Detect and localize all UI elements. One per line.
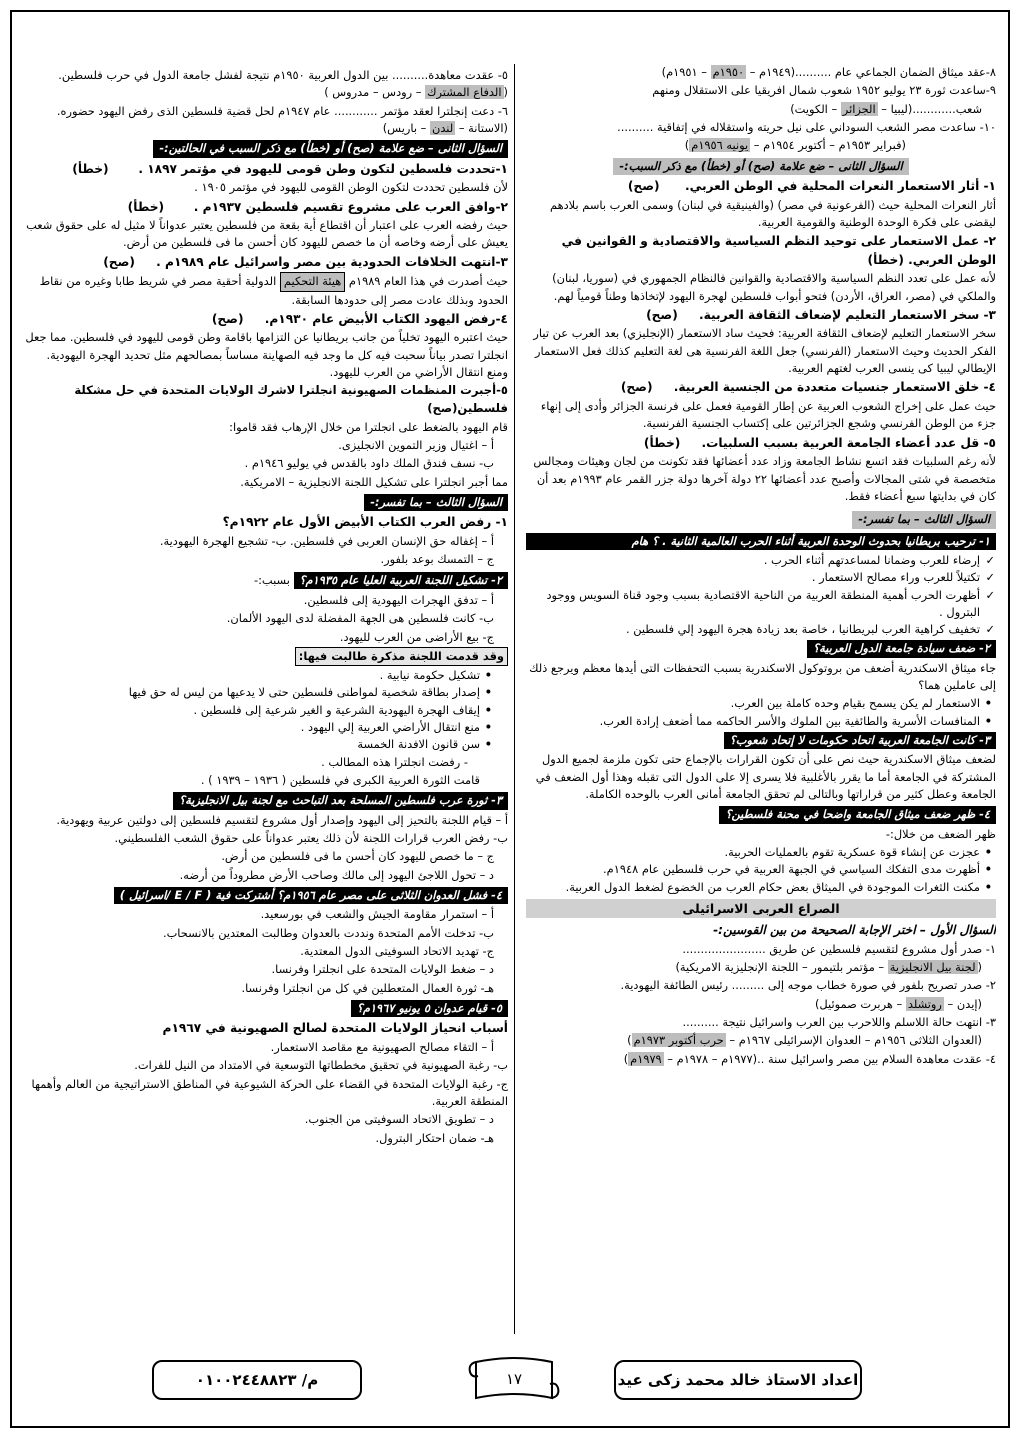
phone-box bbox=[152, 1360, 362, 1400]
explain-1-title: ١- ترحيب بريطانيا بحدوث الوحدة العربية أثناء الحرب العالمية الثانية . ؟ هام bbox=[526, 533, 996, 550]
list-item: • إيقاف الهجرة اليهودية الشرعية و الغير شرعية إلى فلسطين . bbox=[24, 702, 480, 719]
section-title: الصراع العربى الاسرائيلى bbox=[526, 899, 996, 918]
page-number: ١٧ bbox=[505, 1370, 523, 1388]
explain-3-d: د – تحول اللاجئ اليهود إلى مالك وصاحب الأرض مطروداً من أرضه. bbox=[179, 867, 494, 882]
section-header-q3: السؤال الثالث – بما تفسر:- bbox=[364, 494, 508, 511]
explain-1-a: أ – إغفاله حق الإنسان العربى في فلسطين. ب- تشجيع الهجرة اليهودية. bbox=[159, 533, 494, 548]
column-divider bbox=[514, 64, 515, 1334]
explain-4-h: هـ- ثورة العمال المتعطلين في كل من انجلترا وفرنسا. bbox=[241, 980, 494, 995]
choice-1: ١- صدر أول مشروع لتقسيم فلسطين عن طريق ....................... bbox=[682, 941, 996, 956]
explain-3-a: أ – قيام اللجنة بالتحيز إلى اليهود وإصدار أول مشروع لتقسيم فلسطين إلى دولتين عربية ويهودية. bbox=[56, 812, 508, 827]
tf-5-a: أ – اغتيال وزير التموين الانجليزى. bbox=[338, 438, 494, 452]
section-header-q3: السؤال الثالث – بما تفسر:- bbox=[852, 511, 996, 528]
worksheet-page bbox=[10, 10, 1010, 1428]
explain-5-d: د – تطويق الاتحاد السوفيتى من الجنوب. bbox=[304, 1112, 494, 1127]
tf-2-title: ٢- عمل الاستعمار على توحيد النظم السياسية والاقتصادية و القوانين في الوطن العربي. (خطأ) bbox=[561, 234, 996, 267]
author-name: اعداد الاستاذ خالد محمد زكى عيد bbox=[617, 1371, 859, 1389]
tf-5-title: ٥- قل عدد أعضاء الجامعة العربية بسبب السلبيات. (خطأ) bbox=[643, 435, 996, 450]
explain-3-b: ب- رفض العرب قرارات اللجنة لأن ذلك يعتبر عدواناً على حقوق الشعب الفلسطيني. bbox=[114, 831, 508, 846]
explain-4-d: د – ضغط الولايات المتحدة على انجلترا وفرنسا. bbox=[271, 962, 494, 977]
explain-1-c: ج – التمسك بوعد بلفور. bbox=[380, 552, 494, 567]
tf-5-intro: قام اليهود بالضغط على انجلترا من خلال الإرهاب فقد قاموا: bbox=[229, 419, 508, 434]
explain-2-c: ج- بيع الأراضى من العرب لليهود. bbox=[339, 629, 494, 644]
mcq-9-options: شعب............(ليبيا – الجزائر – الكويت) bbox=[790, 101, 982, 116]
footer bbox=[12, 1352, 1008, 1414]
explain-2-header: ٢- تشكيل اللجنة العربية العليا عام ١٩٣٥م؟ بسبب:- bbox=[24, 570, 508, 591]
right-column bbox=[526, 64, 996, 1334]
explain-5-subtitle: أسباب انحياز الولايات المتحدة لصالح الصهيونية في ١٩٦٧م bbox=[162, 1021, 508, 1036]
explain-5-b: ب- رغبة الصهيونية في تحقيق مخططاتها التوسعية في الامتداد من النيل للفرات. bbox=[134, 1058, 508, 1073]
explain-2-revolt: قامت الثورة العربية الكبرى في فلسطين ( ١٩٣٦ – ١٩٣٩ ) . bbox=[200, 773, 480, 788]
explain-5-h: هـ- ضمان احتكار البترول. bbox=[375, 1130, 494, 1145]
tf-3-body: حيث أصدرت في هذا العام ١٩٨٩م هيئة التحكيم الدولية أحقية مصر في شريط طابا وغيره من نقاط الحدود وبذلك عادت مصر إلى حدودها السابقة. bbox=[39, 274, 508, 307]
mcq-10: ١٠- ساعدت مصر الشعب السوداني على نيل حريته واستقلاله في إتفاقية .......... bbox=[617, 119, 996, 134]
explain-5-a: أ – التقاء مصالح الصهيونية مع مقاصد الاستعمار. bbox=[270, 1039, 494, 1054]
explain-4-title: ٤- فشل العدوان الثلاثى على مصر عام ١٩٥٦م؟ أشتركت فية ( E / F /اسرائيل ) bbox=[114, 887, 508, 904]
explain-2-list bbox=[526, 695, 996, 730]
mcq-6: ٦- دعت إنجلترا لعقد مؤتمر ............ عام ١٩٤٧م لحل قضية فلسطين الذى رفض اليهود حضوره. (الاستانة – لندن – باريس) bbox=[56, 103, 508, 135]
tf-1-body: لأن فلسطين تحددت لتكون الوطن القومى لليهود في مؤتمر ١٩٠٥ . bbox=[194, 180, 508, 195]
mcq-5: ٥- عقدت معاهدة.......... بين الدول العربية ١٩٥٠م نتيجة لفشل جامعة الدول في حرب فلسطين.(الدفاع المشترك – رودس – مدروس ) bbox=[58, 68, 508, 100]
tf-2-body: لأنه عمل على تعدد النظم السياسية والاقتصادية والقوانين فالنظام الجمهوري في (سوريا، لبنان) والملكي في (مصر، العراق، الأردن) فتحو أبواب فلسطين لهجرة اليهود لإتخاذها وطناً قومياً لهم. bbox=[552, 271, 996, 303]
explain-4-title: ٤- ظهر ضعف ميثاق الجامعة واضحا في محنة فلسطين؟ bbox=[719, 806, 996, 823]
tf-4-title: ٤-رفض اليهود الكتاب الأبيض عام ١٩٣٠م. (صح) bbox=[211, 311, 508, 326]
explain-3-title: ٣- كانت الجامعة العربية اتحاد حكومات لا إتحاد شعوب؟ bbox=[724, 732, 996, 749]
list-item: ✓ تخفيف كراهية العرب لبريطانيا ، خاصة بعد زيادة هجرة اليهود إلي فلسطين . bbox=[526, 621, 980, 638]
section-header-q1: السؤال الأول – اختر الإجابة الصحيحة من بين القوسين:- bbox=[713, 923, 996, 938]
choice-1-options: (لجنة بيل الانجليزية – مؤتمر بلتيمور – اللجنة الإنجليزية الامريكية) bbox=[675, 959, 982, 974]
choice-3: ٣- انتهت حالة اللاسلم واللاحرب بين العرب واسرائيل نتيجة .......... bbox=[682, 1014, 996, 1029]
tf-4-body: حيث عمل على إخراج الشعوب العربية عن إطار القومية فعمل على فرنسة الجزائر وأدى إلى إنهاء جزء من الوطن الفرنسي وشجع الجزائرتين على إكتساب الجنسية الفرنسية. bbox=[540, 399, 996, 431]
tf-1-title: ١- أثار الاستعمار النعرات المحلية في الوطن العربي. (صح) bbox=[627, 178, 996, 193]
explain-2-a: أ – تدفق الهجرات اليهودية إلى فلسطين. bbox=[303, 592, 494, 607]
explain-4-a: أ – استمرار مقاومة الجيش والشعب في بورسعيد. bbox=[260, 907, 494, 922]
list-item: • عجزت عن إنشاء قوة عسكرية تقوم بالعمليات الحربية. bbox=[526, 844, 980, 861]
mcq-10-options: (فبراير ١٩٥٣م – أكتوبر ١٩٥٤م – يونيه ١٩٥٦م) bbox=[684, 138, 906, 153]
list-item: • سن قانون الافدنة الخمسة bbox=[24, 736, 480, 753]
choice-4: ٤- عقدت معاهدة السلام بين مصر واسرائيل سنة ..(١٩٧٧م – ١٩٧٨م – ١٩٧٩م) bbox=[623, 1051, 996, 1066]
tf-3-body: سخر الاستعمار التعليم لإضعاف الثقافة العربية: فحيث ساد الاستعمار (الإنجليزي) بعد العرب عن تيار الفكر الحديث وحيث الاستعمار (الفرنسي) جعل اللغة الفرنسية هى لغة التعليم كذلك فعل الاستعمار الإيطالي ليبيا كى ينسى العرب لغتهم العربية. bbox=[533, 326, 996, 376]
choice-3-options: (العدوان الثلاثى ١٩٥٦م – العدوان الإسرائيلى ١٩٦٧م – حرب أكتوبر ١٩٧٣م) bbox=[627, 1033, 982, 1048]
list-item: • أظهرت مدى التفكك السياسي في الجبهة العربية في حرب فلسطين عام ١٩٤٨م. bbox=[526, 861, 980, 878]
list-item: • مكنت الثغرات الموجودة في الميثاق بعض حكام العرب من الخضوع لضغط الدول العربية. bbox=[526, 879, 980, 896]
explain-4-b: ب- تدخلت الأمم المتحدة ونددت بالعدوان وطالبت المعتدين بالانسحاب. bbox=[162, 925, 494, 940]
explain-1-title: ١- رفض العرب الكتاب الأبيض الأول عام ١٩٢٢م؟ bbox=[222, 515, 508, 530]
list-item: • الاستعمار لم يكن يسمح بقيام وحده كاملة بين العرب. bbox=[526, 695, 980, 712]
explain-4-list bbox=[526, 844, 996, 896]
list-item: • إصدار بطاقة شخصية لمواطنى فلسطين حتى لا يدعيها من ليس له حق فيها bbox=[24, 684, 480, 701]
explain-5-title: ٥- قيام عدوان ٥ يونيو ١٩٦٧م؟ bbox=[351, 1000, 508, 1017]
explain-1-list bbox=[526, 552, 996, 639]
list-item: • منع انتقال الأراضي العربية إلي اليهود . bbox=[24, 719, 480, 736]
section-header-q2: السؤال الثانى – ضع علامة (صح) أو (خطأ) مع ذكر السبب:- bbox=[613, 158, 908, 175]
explain-2-body: جاء ميثاق الاسكندرية أضعف من بروتوكول الاسكندرية بسبب التحفظات التى أيدها معظم ويرجع ذلك إلى عاملين هما؟ bbox=[529, 660, 996, 693]
tf-5-body: لأنه رغم السلبيات فقد اتسع نشاط الجامعة وزاد عدد أعضائها فقد تكونت من لجان وهيئات ومجالس متخصصة في شتى المجالات وأصبح عدد أعضائها ٢٢ دولة آخرها دولة جزر القمر عام ١٩٩٣م بعد أن كان في بدايتها سبع أعضاء فقط. bbox=[533, 454, 996, 503]
tf-2-title: ٢-وافق العرب على مشروع تقسيم فلسطين ١٩٣٧م . (خطأ) bbox=[127, 199, 508, 214]
tf-4-title: ٤- خلق الاستعمار جنسيات متعددة من الجنسية العربية. (صح) bbox=[620, 380, 996, 395]
explain-2-memo: وقد قدمت اللجنة مذكرة طالبت فيها: bbox=[24, 647, 508, 666]
scroll-icon bbox=[464, 1352, 564, 1408]
tf-3-title: ٣-انتهت الخلافات الحدودية بين مصر واسرائيل عام ١٩٨٩م . (صح) bbox=[103, 254, 508, 269]
left-column bbox=[24, 64, 508, 1334]
list-item: ✓ أظهرت الحرب أهمية المنطقة العربية من الناحية الاقتصادية بسبب وجود قناة السويس ووجود البترول . bbox=[526, 587, 980, 622]
tf-3-title: ٣- سخر الاستعمار التعليم لإضعاف الثقافة العربية. (صح) bbox=[646, 307, 996, 322]
list-item: ✓ تكتيلاً للعرب وراء مصالح الاستعمار . bbox=[526, 569, 980, 586]
mcq-8: ٨-عقد ميثاق الضمان الجماعي عام ..........(١٩٤٩م – ١٩٥٠م – ١٩٥١م) bbox=[661, 65, 996, 79]
tf-5-title: ٥-أجبرت المنظمات الصهيونية انجلترا لاشرك الولايات المتحدة في حل مشكلة فلسطين(صح) bbox=[74, 383, 508, 416]
list-item: • تشكيل حكومة نيابية . bbox=[24, 667, 480, 684]
mcq-9: ٩-ساعدت ثورة ٢٣ يوليو ١٩٥٢ شعوب شمال افريقيا على الاستقلال ومنهم bbox=[652, 83, 996, 98]
explain-4-c: ج- تهديد الاتحاد السوفيتى الدول المعتدية. bbox=[300, 944, 494, 959]
explain-4-intro: ظهر الضعف من خلال:- bbox=[885, 826, 996, 841]
explain-2-b: ب- كانت فلسطين هى الجهة المفضلة لدى اليهود الألمان. bbox=[226, 611, 494, 626]
section-header-q2: السؤال الثانى – ضع علامة (صح) أو (خطأ) مع ذكر السبب في الحالتين:- bbox=[153, 140, 508, 157]
explain-3-body: لضعف ميثاق الاسكندرية حيث نص على أن تكون القرارات بالإجماع حتى تكون ملزمة لجميع الدول المشتركة في الجامعة أما ما يقرر بالأغلبية فلا يسرى إلا على الدول التى تقبله وهذا أول الضعف في الجامعة وعطل كثير من قراراتها وبالتالى لم تحقق الجامعة أمانى العرب بالوحده الكاملة. bbox=[535, 752, 996, 802]
explain-5-c: ج- رغبة الولايات المتحدة في القضاء على الحركة الشيوعية في المناطق الاستراتيجية من العالم وأهمها المنطقة العربية. bbox=[31, 1076, 508, 1108]
phone-number: م/ ٠١٠٠٢٤٤٨٨٢٣ bbox=[195, 1371, 319, 1389]
tf-4-body: حيث اعتبره اليهود تخلياً من جانب بريطانيا عن التزامها باقامة وطن قومى لليهود في فلسطين. مما جعل انجلترا تصدر بياناً سحبت فيه كل ما وجد فيه الصهاينة مساساً بمصالحهم مثل تحديد الهجرة اليهودية. ومنع انتقال الأراضي من العرب لليهود. bbox=[25, 330, 508, 380]
tf-1-body: أثار النعرات المحلية حيث (الفرعونية في مصر) (والفينيقية في لبنان) وسمى العرب باسم بلادهم ليقضى على فكرة الوحدة الوطنية والقومية العربية. bbox=[549, 197, 996, 229]
list-item: ✓ إرضاء للعرب وضمانا لمساعدتهم أثناء الحرب . bbox=[526, 552, 980, 569]
tf-5-b: ب- نسف فندق الملك داود بالقدس في يوليو ١٩٤٦م . bbox=[244, 456, 494, 471]
tf-2-body: حيث رفضه العرب على اعتبار أن اقتطاع أية بقعة من فلسطين يعتبر عدواناً لا مثيل له على حقوق شعب يعيش على أرضه وخاصه أن ما خصص لليهود كان أحسن ما فى فلسطين من أرض. bbox=[26, 218, 508, 250]
explain-2-title: ٢- ضعف سيادة جامعة الدول العربية؟ bbox=[807, 640, 996, 657]
explain-3-c: ج – ما خصص لليهود كان أحسن ما فى فلسطين من أرض. bbox=[221, 849, 494, 864]
author-box bbox=[614, 1360, 862, 1400]
list-item: • المنافسات الأسرية والطائفية بين الملوك والأسر الحاكمه مما أضعف إرادة العرب. bbox=[526, 713, 980, 730]
explain-2-reject: - رفضت انجلترا هذه المطالب . bbox=[321, 754, 468, 769]
choice-2-options: (إيدن – روتشلد – هربرت صموئيل) bbox=[814, 996, 982, 1011]
tf-5-end: مما أجبر انجلترا على تشكيل اللجنة الانجليزية – الامريكية. bbox=[240, 474, 508, 489]
choice-2: ٢- صدر تصريح بلفور في صورة خطاب موجه إلى ......... رئيس الطائفة اليهودية. bbox=[620, 978, 996, 993]
explain-3-title: ٣- ثورة عرب فلسطين المسلحة بعد التباحث مع لجنة بيل الانجليزية؟ bbox=[173, 792, 508, 809]
explain-2-list bbox=[24, 667, 508, 754]
tf-1-title: ١-تحددت فلسطين لتكون وطن قومى لليهود في مؤتمر ١٨٩٧ . (خطأ) bbox=[72, 161, 508, 176]
